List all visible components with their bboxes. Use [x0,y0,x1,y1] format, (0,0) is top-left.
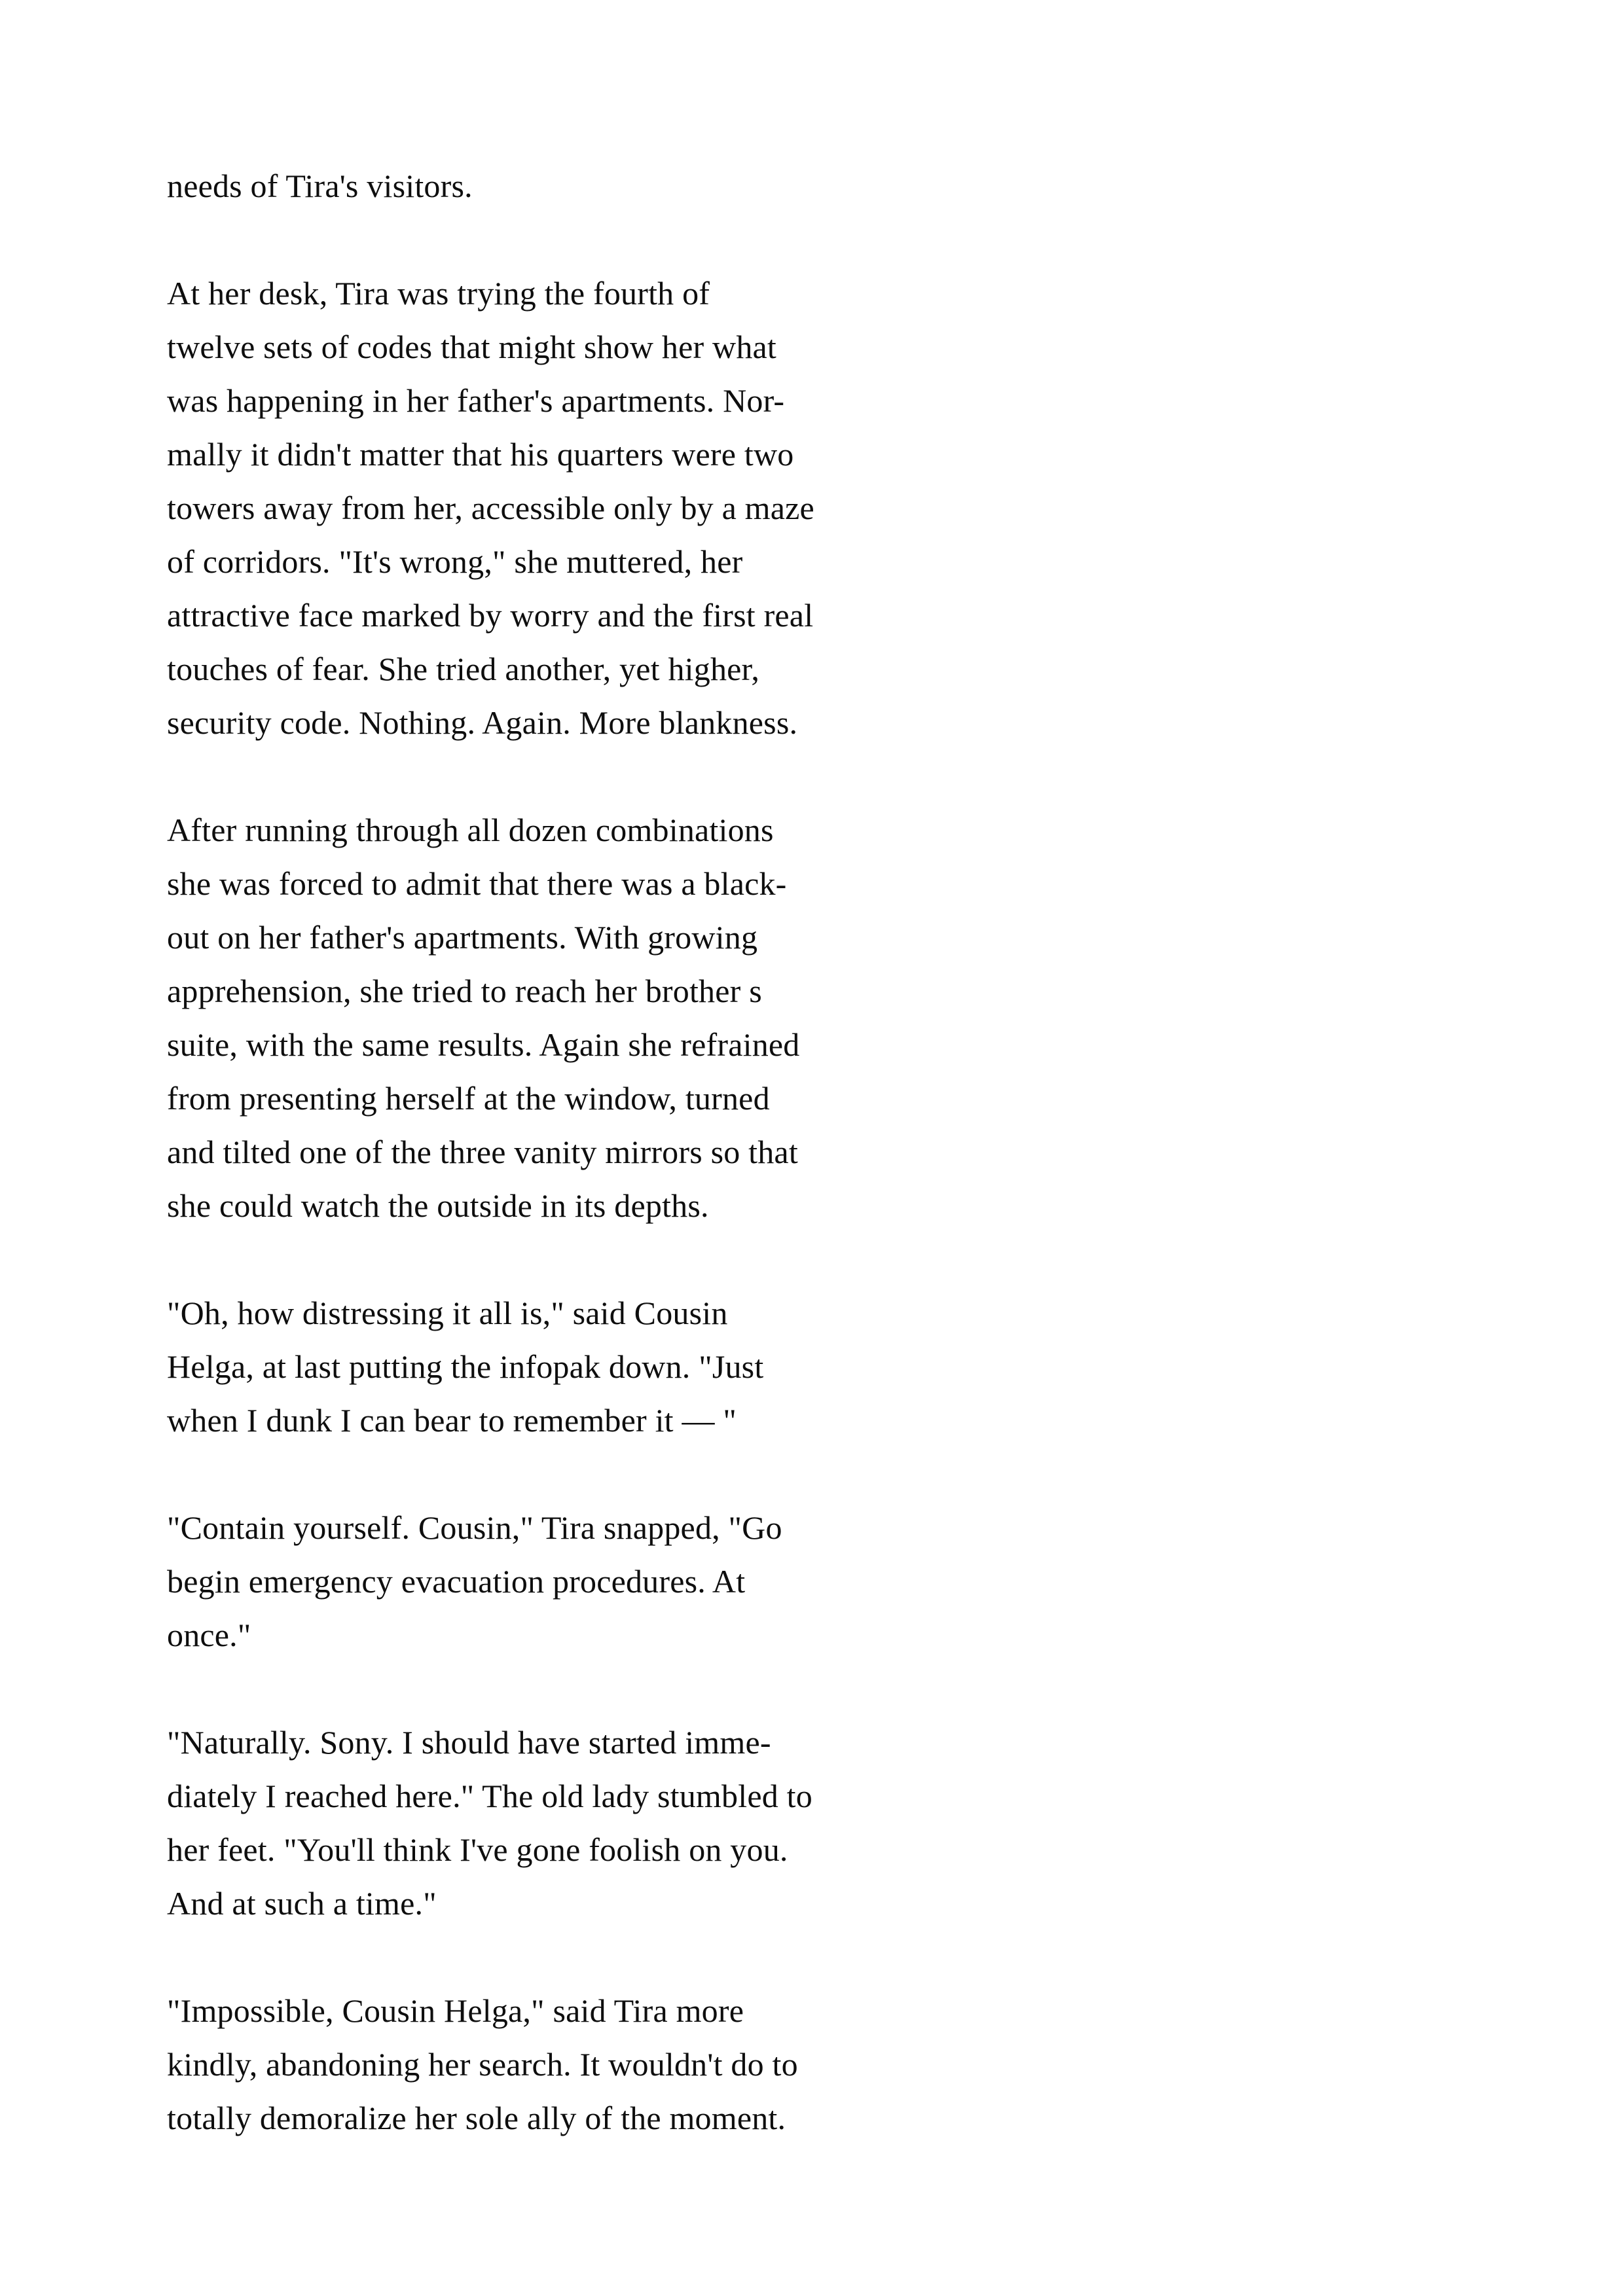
text-line: After running through all dozen combinations [167,812,774,848]
text-line: of corridors. "It's wrong," she muttered, her [167,543,743,580]
text-line: "Oh, how distressing it all is," said Cousin [167,1295,728,1331]
text-line: twelve sets of codes that might show her what [167,329,777,365]
text-line: suite, with the same results. Again she refrained [167,1026,800,1063]
text-line: and tilted one of the three vanity mirrors so that [167,1134,798,1170]
text-line: from presenting herself at the window, turned [167,1080,770,1117]
paragraph-3 [167,803,828,1232]
text-column [167,159,828,2145]
text-line: was happening in her father's apartments. Nor- [167,382,785,419]
text-line: her feet. "You'll think I've gone foolish on you. [167,1831,788,1868]
text-line: touches of fear. She tried another, yet higher, [167,651,760,687]
text-line: mally it didn't matter that his quarters were two [167,436,794,473]
text-line: At her desk, Tira was trying the fourth of [167,275,710,312]
text-line: attractive face marked by worry and the first real [167,597,814,634]
text-line: "Impossible, Cousin Helga," said Tira more [167,1992,744,2029]
text-line: And at such a time." [167,1885,437,1922]
text-line: out on her father's apartments. With growing [167,919,758,956]
paragraph-5 [167,1501,828,1662]
text-line: security code. Nothing. Again. More blankness. [167,704,798,741]
paragraph-6 [167,1715,828,1930]
text-line: towers away from her, accessible only by a maze [167,490,814,526]
text-line: once." [167,1617,251,1653]
text-line: needs of Tira's visitors. [167,168,473,204]
paragraph-7 [167,1984,828,2145]
text-line: begin emergency evacuation procedures. At [167,1563,746,1600]
text-line: Helga, at last putting the infopak down. "Just [167,1348,764,1385]
paragraph-4 [167,1286,828,1447]
text-line: she could watch the outside in its depths. [167,1187,709,1224]
paragraph-1 [167,159,828,213]
text-line: kindly, abandoning her search. It wouldn't do to [167,2046,798,2083]
text-line: totally demoralize her sole ally of the moment. [167,2100,786,2136]
text-line: she was forced to admit that there was a black- [167,865,787,902]
text-line: "Naturally. Sony. I should have started imme- [167,1724,771,1761]
text-line: apprehension, she tried to reach her brother s [167,973,762,1009]
text-line: diately I reached here." The old lady stumbled to [167,1778,812,1814]
text-line: "Contain yourself. Cousin," Tira snapped, "Go [167,1509,782,1546]
text-line: when I dunk I can bear to remember it — " [167,1402,737,1439]
paragraph-2 [167,266,828,749]
